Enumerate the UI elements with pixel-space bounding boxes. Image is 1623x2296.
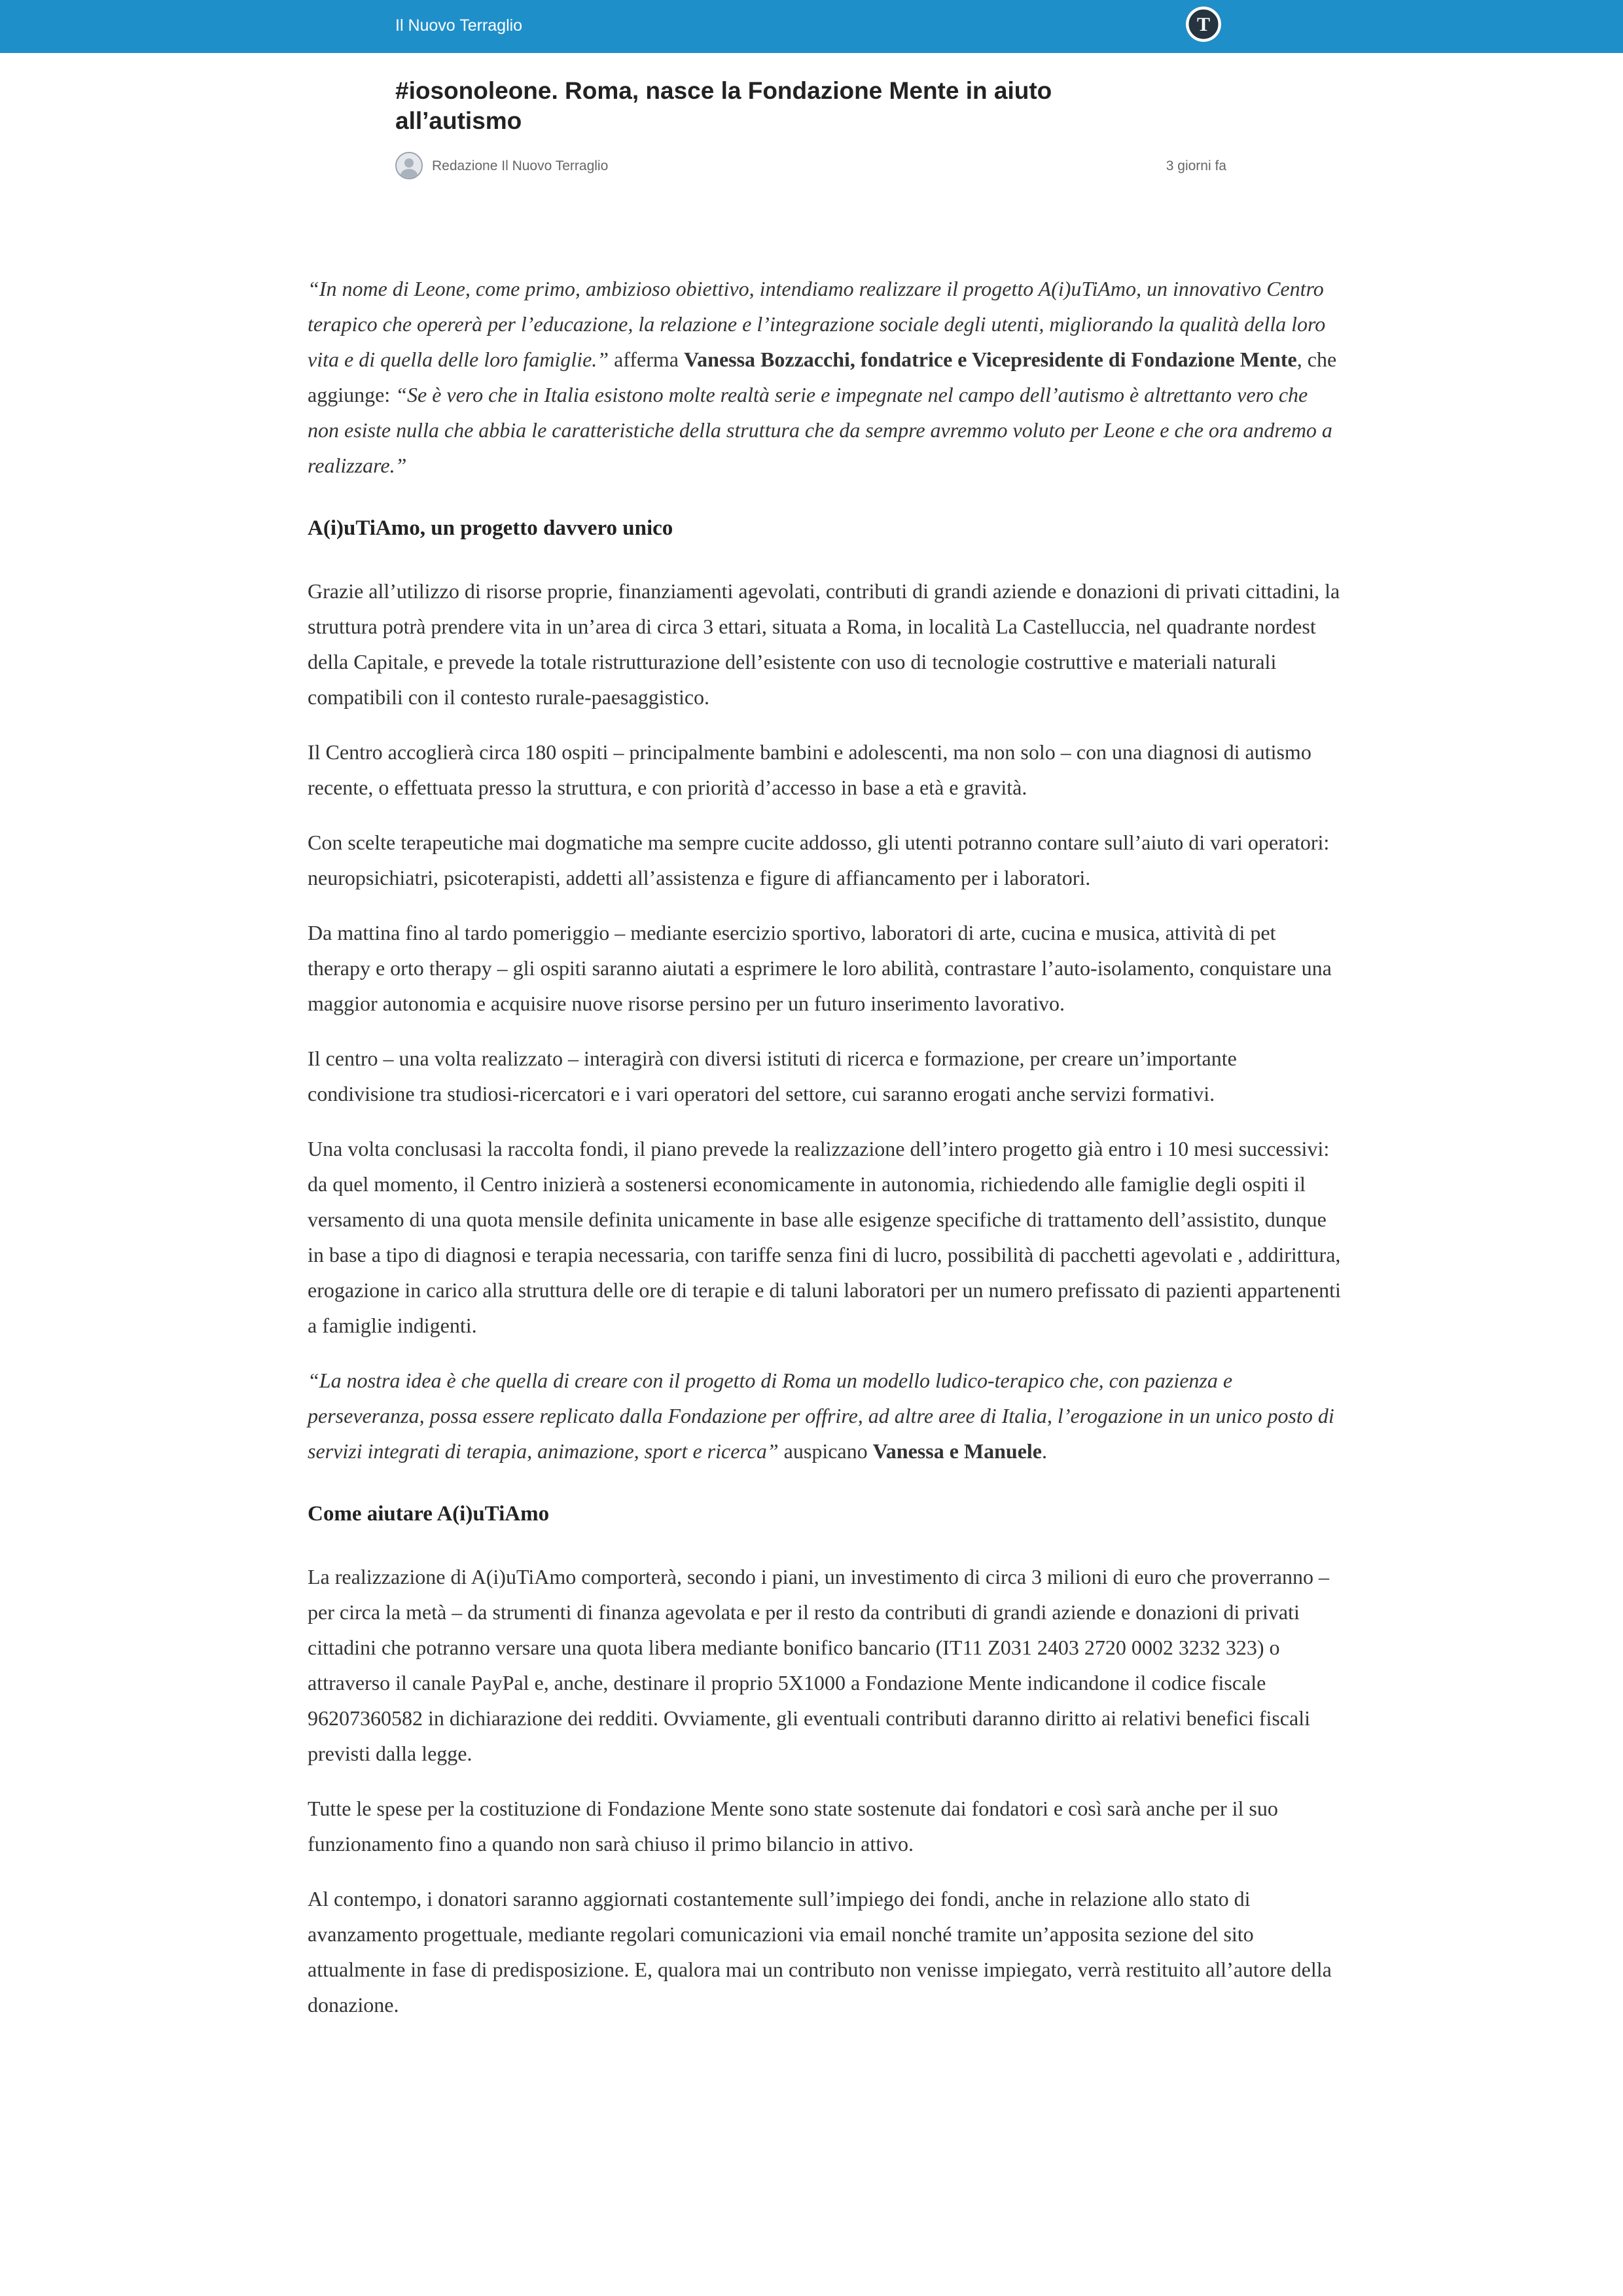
paragraph: Tutte le spese per la costituzione di Fondazione Mente sono state sostenute dai fondatori e così sarà anche per il suo funzionamento fino a quando non sarà chiuso il primo bilancio in attivo. (308, 1797, 1278, 1856)
paragraph-closing-quote (308, 1363, 1342, 1469)
paragraph: Con scelte terapeutiche mai dogmatiche ma sempre cucite addosso, gli utenti potranno contare sull’aiuto di vari operatori: neuropsichiatri, psicoterapisti, addetti all’assistenza e figure di affiancamento per i laboratori. (308, 831, 1330, 889)
article-body (308, 271, 1342, 2042)
body-text: afferma (609, 348, 684, 371)
bold-name: Vanessa e Manuele (872, 1439, 1042, 1463)
top-bar (0, 0, 1623, 53)
article-meta (395, 152, 1226, 183)
body-text: auspicano (778, 1439, 873, 1463)
paragraph: Da mattina fino al tardo pomeriggio – mediante esercizio sportivo, laboratori di arte, cucina e musica, attività di pet therapy e orto therapy – gli ospiti saranno aiutati a esprimere le loro abilità, contrastare l’auto-isolamento, conquistare una maggior autonomia e acquisire nuove risorse persino per un futuro inserimento lavorativo. (308, 921, 1332, 1015)
paragraph: Una volta conclusasi la raccolta fondi, il piano prevede la realizzazione dell’intero progetto già entro i 10 mesi successivi: da quel momento, il Centro inizierà a sostenersi economicamente in autonomia, richiedendo alle famiglie degli ospiti il versamento di una quota mensile definita unicamente in base alle esigenze specifiche di trattamento dell’assistito, dunque in base a tipo di diagnosi e terapia necessaria, con tariffe senza fini di lucro, possibilità di pacchetti agevolati e , addirittura, erogazione in carico alla struttura delle ore di terapie e di taluni laboratori per un numero prefissato di pazienti appartenenti a famiglie indigenti. (308, 1137, 1341, 1337)
body-text: . (1041, 1439, 1047, 1463)
body-text: , che aggiunge: (308, 348, 1337, 406)
post-date: 3 giorni fa (1166, 158, 1226, 173)
article-header (395, 76, 1226, 183)
site-logo-letter: T (1196, 14, 1211, 35)
bold-name: Vanessa Bozzacchi, fondatrice e Vicepresidente di Fondazione Mente (683, 348, 1297, 371)
section-heading-how-to-help: Come aiutare A(i)uTiAmo (308, 1502, 550, 1526)
paragraph: La realizzazione di A(i)uTiAmo comporterà, secondo i piani, un investimento di circa 3 milioni di euro che proverranno – per circa la metà – da strumenti di finanza agevolata e per il resto da contributi di grandi aziende e donazioni di privati cittadini che potranno versare una quota libera mediante bonifico bancario (IT11 Z031 2403 2720 0002 3232 323) o attraverso il canale PayPal e, anche, destinare il proprio 5X1000 a Fondazione Mente indicandone il codice fiscale 96207360582 in dichiarazione dei redditi. Ovviamente, gli eventuali contributi daranno diritto ai relativi benefici fiscali previsti dalla legge. (308, 1565, 1330, 1765)
site-name-link[interactable]: Il Nuovo Terraglio (395, 16, 523, 35)
paragraph: Al contempo, i donatori saranno aggiornati costantemente sull’impiego dei fondi, anche in relazione allo stato di avanzamento progettuale, mediante regolari comunicazioni via email nonché tramite un’apposita sezione del sito attualmente in fase di predisposizione. E, qualora mai un contributo non venisse impiegato, verrà restituito all’autore della donazione. (308, 1887, 1332, 2017)
article-title: #iosonoleone. Roma, nasce la Fondazione Mente in aiuto all’autismo (395, 77, 1052, 134)
paragraph: Il Centro accoglierà circa 180 ospiti – principalmente bambini e adolescenti, ma non solo – con una diagnosi di autismo recente, o effettuata presso la struttura, e con priorità d’accesso in base a età e gravità. (308, 740, 1311, 799)
section-heading-project: A(i)uTiAmo, un progetto davvero unico (308, 516, 673, 540)
quote-text: “La nostra idea è che quella di creare con il progetto di Roma un modello ludico-terapico che, con pazienza e perseveranza, possa essere replicato dalla Fondazione per offrire, ad altre aree di Italia, l’erogazione in un unico posto di servizi integrati di terapia, animazione, sport e ricerca” (308, 1369, 1334, 1463)
site-logo-t-icon[interactable] (1186, 7, 1221, 42)
paragraph: Grazie all’utilizzo di risorse proprie, finanziamenti agevolati, contributi di grandi aziende e donazioni di privati cittadini, la struttura potrà prendere vita in un’area di circa 3 ettari, situata a Roma, in località La Castelluccia, nel quadrante nordest della Capitale, e prevede la totale ristrutturazione dell’esistente con uso di tecnologie costruttive e materiali naturali compatibili con il contesto rurale-paesaggistico. (308, 579, 1340, 709)
paragraph-intro-quote (308, 271, 1342, 483)
quote-text: “Se è vero che in Italia esistono molte realtà serie e impegnate nel campo dell’autismo è altrettanto vero che non esiste nulla che abbia le caratteristiche della struttura che da sempre avremmo voluto per Leone e che ora andremo a realizzare.” (308, 383, 1332, 477)
user-avatar-icon (395, 152, 423, 179)
author-name-link[interactable]: Redazione Il Nuovo Terraglio (432, 158, 609, 173)
quote-text: “In nome di Leone, come primo, ambizioso obiettivo, intendiamo realizzare il progetto A(i)uTiAmo, un innovativo Centro terapico che opererà per l’educazione, la relazione e l’integrazione sociale degli utenti, migliorando la qualità della loro vita e di quella delle loro famiglie.” (308, 277, 1326, 371)
paragraph: Il centro – una volta realizzato – interagirà con diversi istituti di ricerca e formazione, per creare un’importante condivisione tra studiosi-ricercatori e i vari operatori del settore, cui saranno erogati anche servizi formativi. (308, 1047, 1237, 1105)
